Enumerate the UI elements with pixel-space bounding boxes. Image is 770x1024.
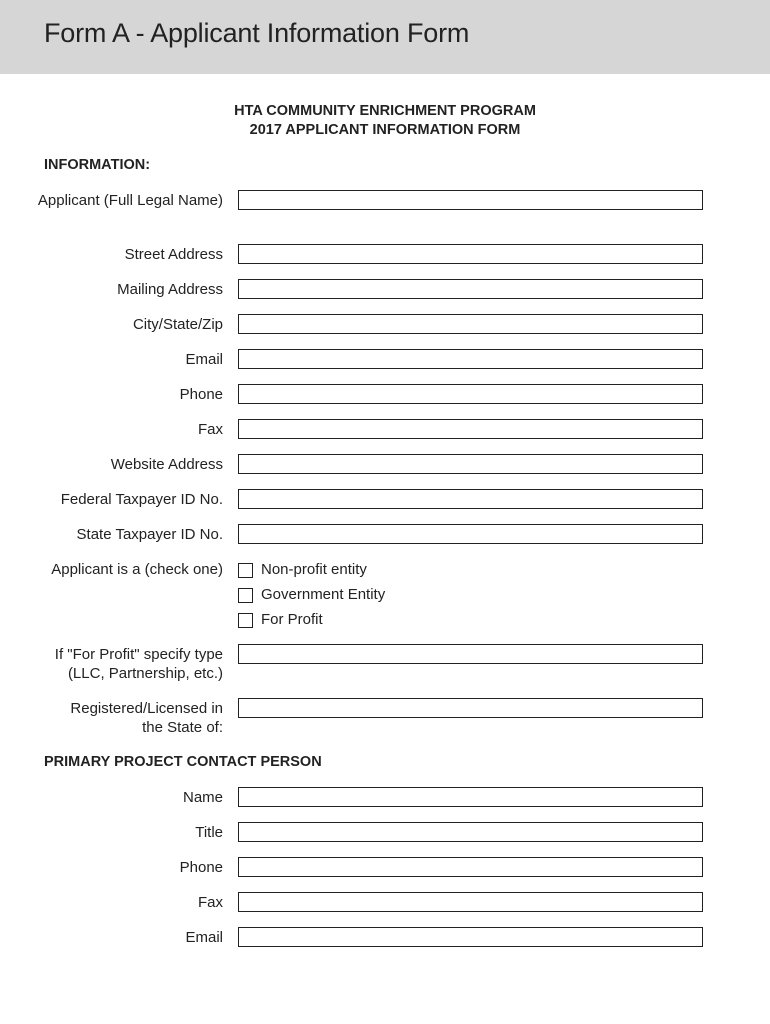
registered-state-input[interactable] <box>238 698 703 718</box>
contact-phone-label: Phone <box>179 859 223 876</box>
for-profit-type-label: If "For Profit" specify type (LLC, Partnership, etc.) <box>54 646 223 682</box>
applicant-name-input[interactable] <box>238 190 703 210</box>
contact-heading: PRIMARY PROJECT CONTACT PERSON <box>44 754 322 770</box>
website-input[interactable] <box>238 454 703 474</box>
state-tax-id-input[interactable] <box>238 524 703 544</box>
government-option-label: Government Entity <box>261 586 386 603</box>
mailing-address-input[interactable] <box>238 279 703 299</box>
phone-label: Phone <box>179 386 223 403</box>
contact-phone-input[interactable] <box>238 857 703 877</box>
for-profit-option-label: For Profit <box>261 611 323 628</box>
contact-title-label: Title <box>195 824 223 841</box>
for-profit-type-input[interactable] <box>238 644 703 664</box>
street-address-input[interactable] <box>238 244 703 264</box>
fax-input[interactable] <box>238 419 703 439</box>
mailing-address-label: Mailing Address <box>117 281 223 298</box>
phone-input[interactable] <box>238 384 703 404</box>
contact-title-input[interactable] <box>238 822 703 842</box>
website-label: Website Address <box>110 456 223 473</box>
contact-email-label: Email <box>185 929 223 946</box>
contact-name-input[interactable] <box>238 787 703 807</box>
information-heading: INFORMATION: <box>44 157 151 173</box>
page-title: Form A - Applicant Information Form <box>44 18 470 48</box>
state-tax-id-label: State Taxpayer ID No. <box>76 526 223 543</box>
federal-tax-id-label: Federal Taxpayer ID No. <box>60 491 223 508</box>
form-subtitle: 2017 APPLICANT INFORMATION FORM <box>249 122 521 138</box>
federal-tax-id-input[interactable] <box>238 489 703 509</box>
city-state-zip-input[interactable] <box>238 314 703 334</box>
program-title: HTA COMMUNITY ENRICHMENT PROGRAM <box>234 103 536 119</box>
non-profit-checkbox[interactable] <box>238 563 253 578</box>
contact-name-label: Name <box>182 789 223 806</box>
non-profit-option-label: Non-profit entity <box>261 561 367 578</box>
for-profit-checkbox[interactable] <box>238 613 253 628</box>
applicant-type-label: Applicant is a (check one) <box>51 561 223 578</box>
street-address-label: Street Address <box>124 246 223 263</box>
city-state-zip-label: City/State/Zip <box>132 316 223 333</box>
contact-fax-label: Fax <box>197 894 223 911</box>
government-checkbox[interactable] <box>238 588 253 603</box>
contact-fax-input[interactable] <box>238 892 703 912</box>
registered-state-label: Registered/Licensed in the State of: <box>70 700 223 736</box>
email-label: Email <box>185 351 223 368</box>
fax-label: Fax <box>197 421 223 438</box>
email-input[interactable] <box>238 349 703 369</box>
contact-email-input[interactable] <box>238 927 703 947</box>
applicant-name-label: Applicant (Full Legal Name) <box>37 192 223 209</box>
